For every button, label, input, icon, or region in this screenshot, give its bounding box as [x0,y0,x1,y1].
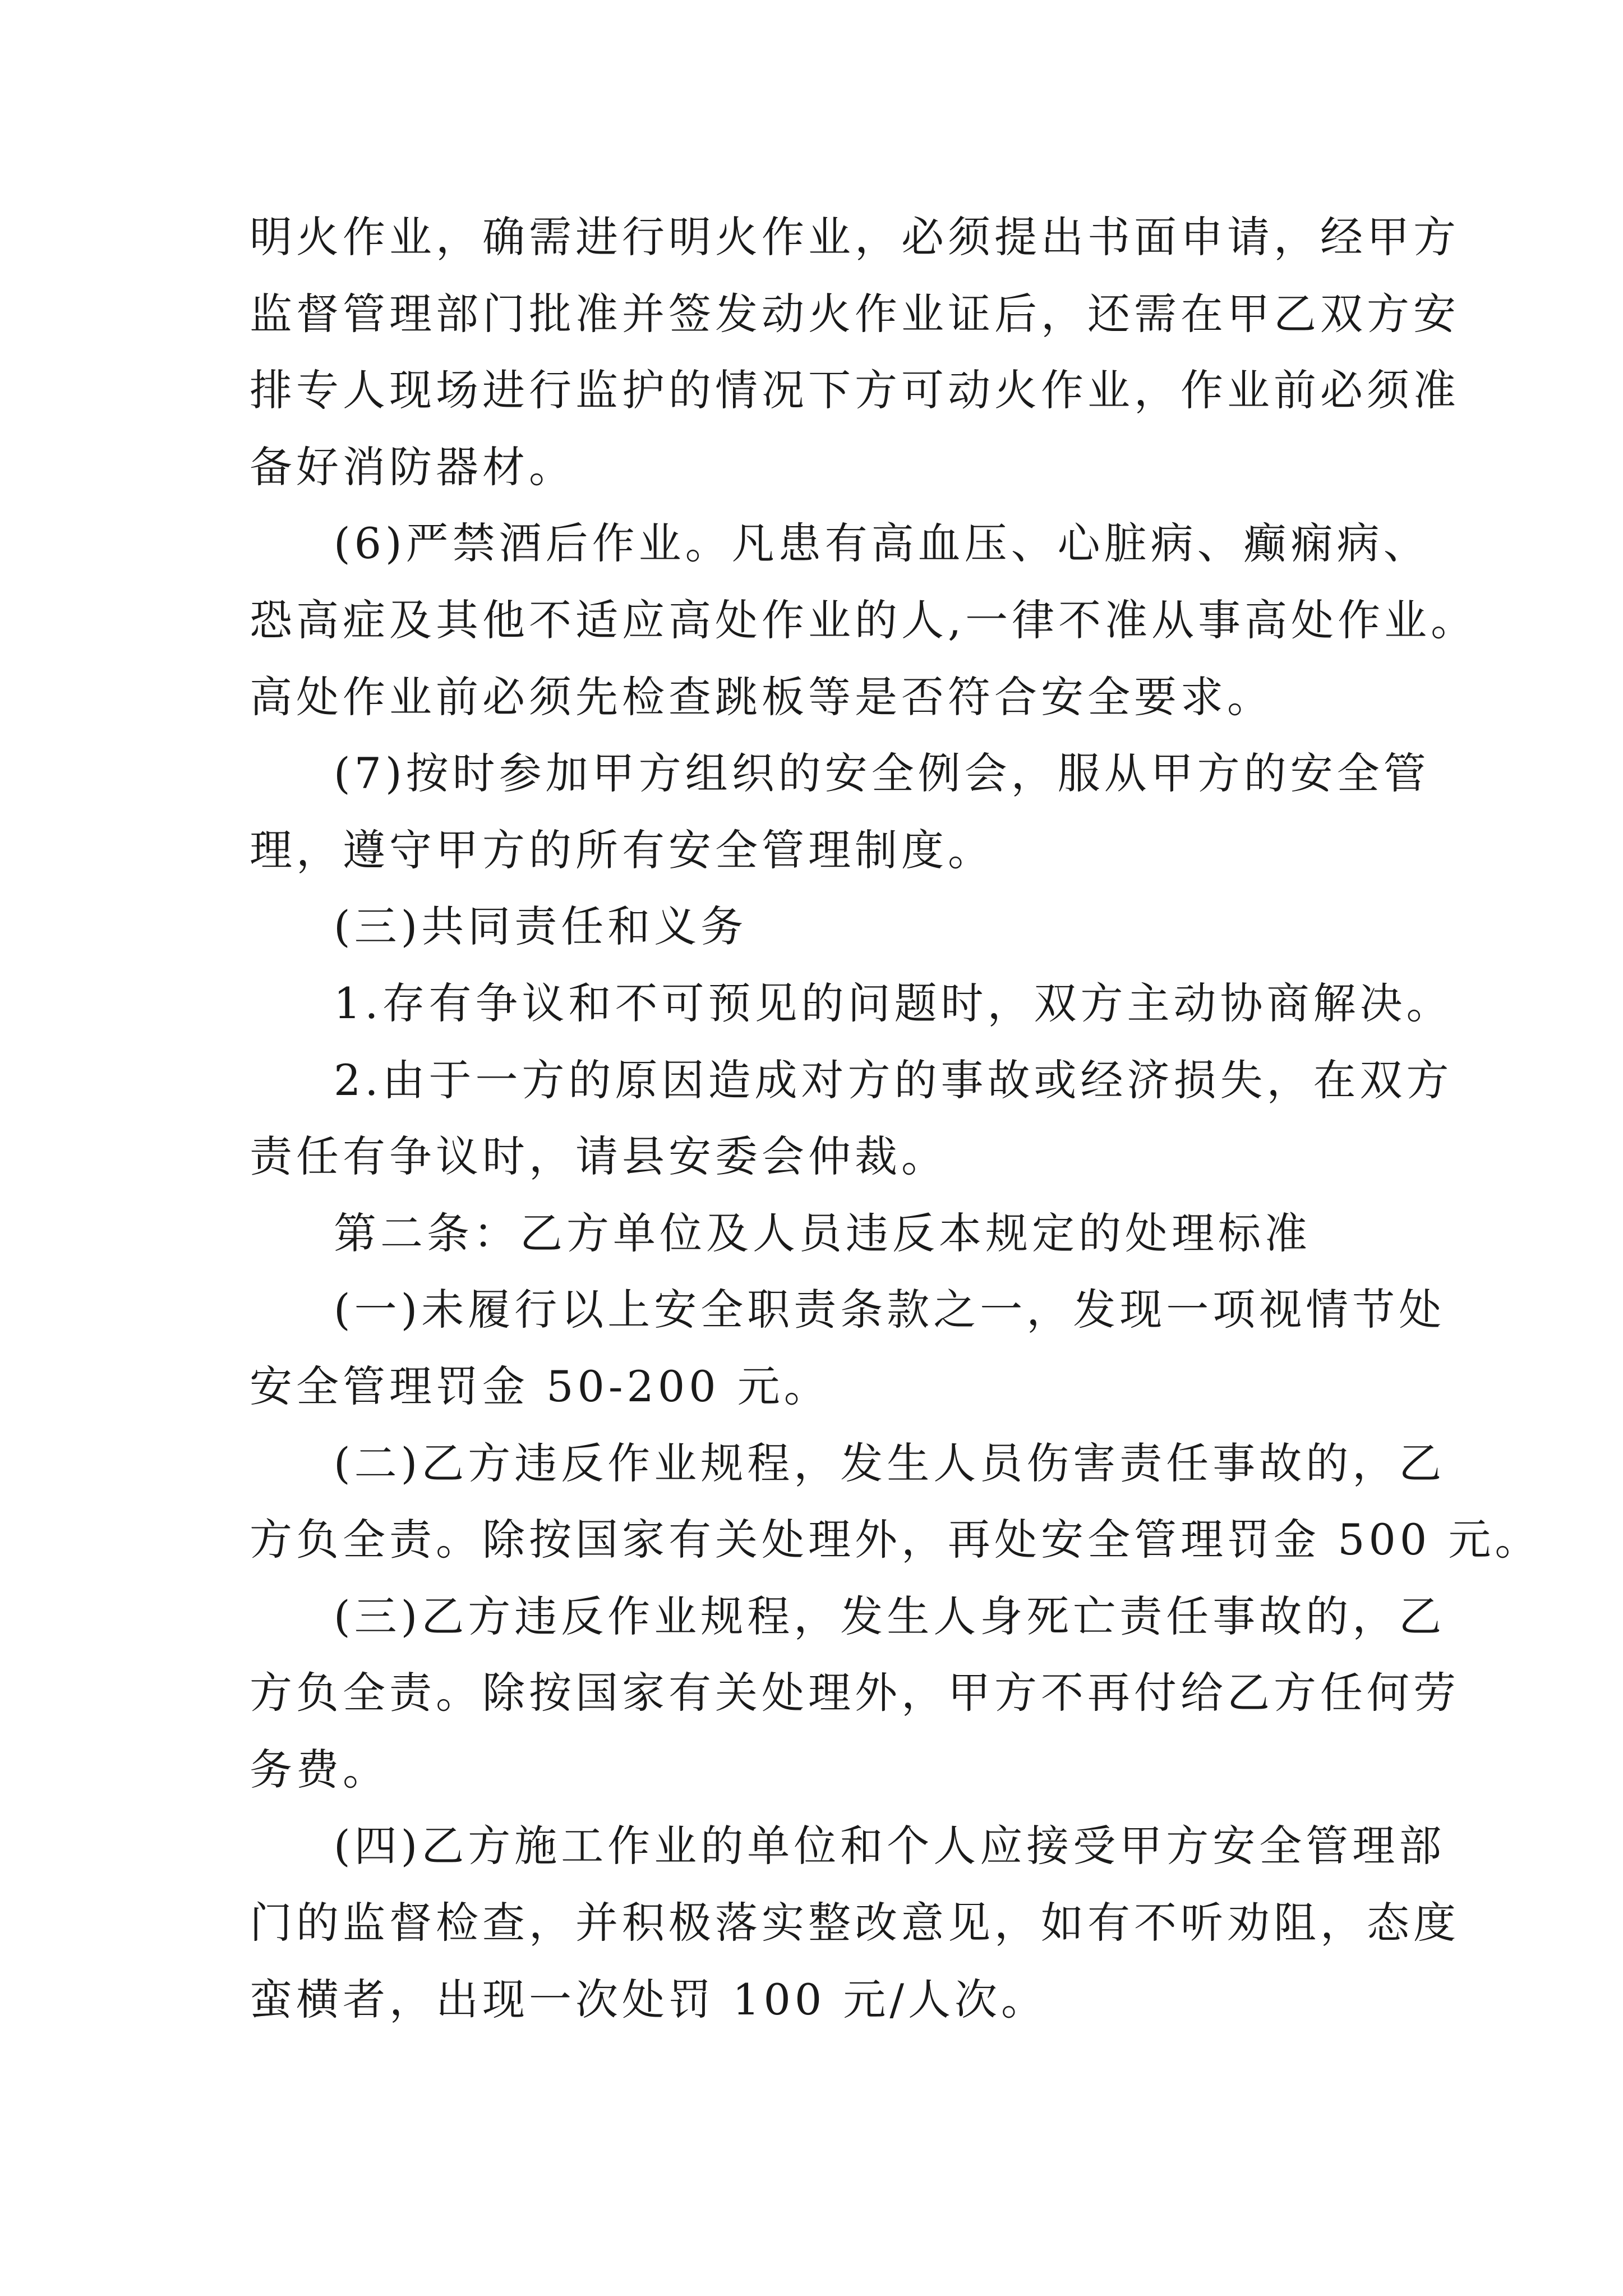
text-line: (三)乙方违反作业规程，发生人身死亡责任事故的，乙 [334,1591,1446,1641]
text-line: 监督管理部门批准并签发动火作业证后，还需在甲乙双方安 [250,288,1460,339]
text-line: 恐高症及其他不适应高处作业的人,一律不准从事高处作业。 [250,595,1478,645]
document-body [250,199,1542,2038]
text-line: (三)共同责任和义务 [334,901,748,952]
text-line: 方负全责。除按国家有关处理外，甲方不再付给乙方任何劳 [250,1668,1460,1718]
text-line: 门的监督检查，并积极落实整改意见，如有不听劝阻，态度 [250,1898,1460,1948]
text-line: 蛮横者，出现一次处罚 100 元/人次。 [250,1974,1048,2024]
text-line: 第二条：乙方单位及人员违反本规定的处理标准 [334,1208,1311,1258]
text-line: (二)乙方违反作业规程，发生人员伤害责任事故的，乙 [334,1438,1446,1488]
text-line: (6)严禁酒后作业。凡患有高血压、心脏病、癫痫病、 [334,518,1430,569]
text-line: 明火作业，确需进行明火作业，必须提出书面申请，经甲方 [250,212,1460,262]
text-line: 方负全责。除按国家有关处理外，再处安全管理罚金 500 元。 [250,1515,1542,1565]
text-line: (一)未履行以上安全职责条款之一，发现一项视情节处 [334,1285,1446,1335]
text-line: 理，遵守甲方的所有安全管理制度。 [250,825,994,875]
text-line: 责任有争议时，请县安委会仲裁。 [250,1131,948,1182]
text-line: (四)乙方施工作业的单位和个人应接受甲方安全管理部 [334,1821,1446,1871]
text-line: 2.由于一方的原因造成对方的事故或经济损失，在双方 [334,1055,1453,1105]
text-line: 1.存有争议和不可预见的问题时，双方主动协商解决。 [334,978,1453,1028]
text-line: 高处作业前必须先检查跳板等是否符合安全要求。 [250,671,1274,722]
text-line: 安全管理罚金 50-200 元。 [250,1361,831,1411]
text-line: 备好消防器材。 [250,441,575,492]
text-line: 务费。 [250,1744,389,1795]
text-line: 排专人现场进行监护的情况下方可动火作业，作业前必须准 [250,365,1460,416]
text-line: (7)按时参加甲方组织的安全例会，服从甲方的安全管 [334,748,1430,799]
